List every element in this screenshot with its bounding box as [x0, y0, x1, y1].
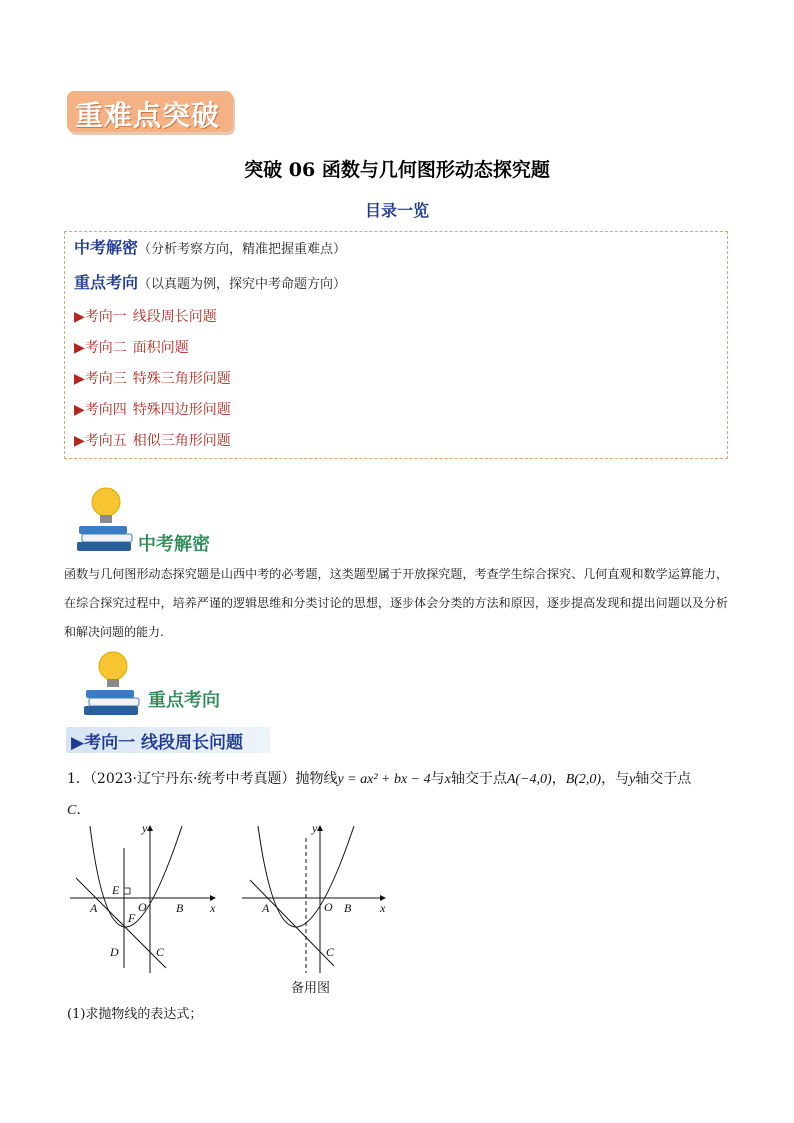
- toc-item-3[interactable]: [74, 368, 231, 388]
- section-label-analysis: 中考解密: [138, 534, 210, 555]
- toc-section-head: 重点考向: [74, 273, 139, 292]
- problem-text: ，: [551, 771, 566, 787]
- label-x: x: [380, 901, 386, 915]
- lightbulb-books-icon: [76, 484, 138, 554]
- toc-item-2[interactable]: [74, 337, 189, 357]
- point-c-label: C: [67, 803, 77, 818]
- problem-text: 轴交于点: [635, 771, 692, 787]
- label-x: x: [210, 901, 216, 915]
- toc-item-num: 考向三: [84, 371, 127, 387]
- page-title: 突破 06 函数与几何图形动态探究题: [244, 159, 550, 181]
- toc-section-1[interactable]: [74, 235, 346, 258]
- line-ac: [76, 878, 166, 968]
- problem-text: 与: [430, 771, 445, 787]
- section-label-directions: 重点考向: [148, 690, 220, 711]
- direction-heading: [66, 727, 270, 753]
- toc-item-num: 考向一: [84, 309, 127, 325]
- point-a-coord: A(−4,0): [506, 772, 552, 787]
- toc-item-num: 考向四: [84, 402, 127, 418]
- toc-section-note: （以真题为例，探究中考命题方向）: [138, 277, 347, 292]
- problem-text: ，与: [601, 771, 630, 787]
- figure-backup: [240, 818, 392, 978]
- equation: y = ax² + bx − 4: [337, 772, 431, 787]
- line-ac: [250, 880, 334, 966]
- label-y: y: [142, 821, 148, 835]
- question-1: (1)求抛物线的表达式；: [67, 1007, 203, 1022]
- toc-item-num: 考向五: [84, 433, 127, 449]
- toc-item-text: 特殊四边形问题: [132, 402, 231, 418]
- problem-statement: [67, 764, 731, 826]
- toc-item-text: 线段周长问题: [132, 309, 217, 325]
- label-b: B: [176, 901, 184, 915]
- figure-main: [70, 818, 222, 978]
- problem-text: 轴交于点: [450, 771, 507, 787]
- toc-title: 目录一览: [364, 201, 429, 220]
- toc-item-num: 考向二: [84, 340, 127, 356]
- lightbulb-books-icon: [83, 648, 145, 718]
- toc-section-head: 中考解密: [74, 238, 139, 257]
- toc-item-text: 面积问题: [132, 340, 189, 356]
- label-y: y: [312, 821, 318, 835]
- label-f: F: [128, 911, 136, 925]
- toc-item-1[interactable]: [74, 306, 217, 326]
- triangle-marker-icon: ▶: [74, 433, 85, 449]
- label-o: O: [138, 900, 147, 914]
- math-var: y: [629, 772, 636, 787]
- toc-section-2[interactable]: [74, 270, 346, 293]
- label-c: C: [326, 945, 335, 959]
- toc-item-5[interactable]: [74, 430, 231, 450]
- label-a: A: [262, 901, 270, 915]
- problem-text: .: [76, 802, 81, 818]
- problem-text: 抛物线: [295, 771, 338, 787]
- point-b-coord: B(2,0): [565, 772, 602, 787]
- label-d: D: [110, 945, 119, 959]
- direction-heading-text: ▶考向一 线段周长问题: [71, 733, 243, 753]
- toc-item-4[interactable]: [74, 399, 231, 419]
- problem-source: （2023·辽宁丹东·统考中考真题）: [89, 771, 296, 787]
- figure-caption: 备用图: [291, 981, 331, 996]
- table-of-contents: [64, 231, 728, 459]
- triangle-marker-icon: ▶: [74, 402, 85, 418]
- math-var: x: [444, 772, 451, 787]
- banner-text: 重难点突破: [75, 99, 221, 132]
- label-e: E: [112, 883, 120, 897]
- intro-paragraph: 函数与几何图形动态探究题是山西中考的必考题，这类题型属于开放探究题，考查学生综合探究、几何直观和数学运算能力，在综合探究过程中，培养严谨的逻辑思维和分类讨论的思想，逐步体会分类的方法和原因，逐步提高发现和提出问题以及分析和解决问题的能力.: [64, 567, 728, 639]
- label-b: B: [344, 901, 352, 915]
- triangle-marker-icon: ▶: [74, 340, 85, 356]
- triangle-marker-icon: ▶: [74, 371, 85, 387]
- section-banner: [67, 91, 233, 132]
- toc-item-text: 相似三角形问题: [132, 433, 231, 449]
- triangle-marker-icon: ▶: [74, 309, 85, 325]
- problem-number: 1．: [67, 771, 90, 787]
- toc-section-note: （分析考察方向，精准把握重难点）: [138, 242, 347, 257]
- label-o: O: [324, 900, 333, 914]
- parabola: [90, 826, 182, 927]
- toc-item-text: 特殊三角形问题: [132, 371, 231, 387]
- label-c: C: [156, 945, 165, 959]
- label-a: A: [90, 901, 98, 915]
- right-angle-mark: [124, 888, 130, 894]
